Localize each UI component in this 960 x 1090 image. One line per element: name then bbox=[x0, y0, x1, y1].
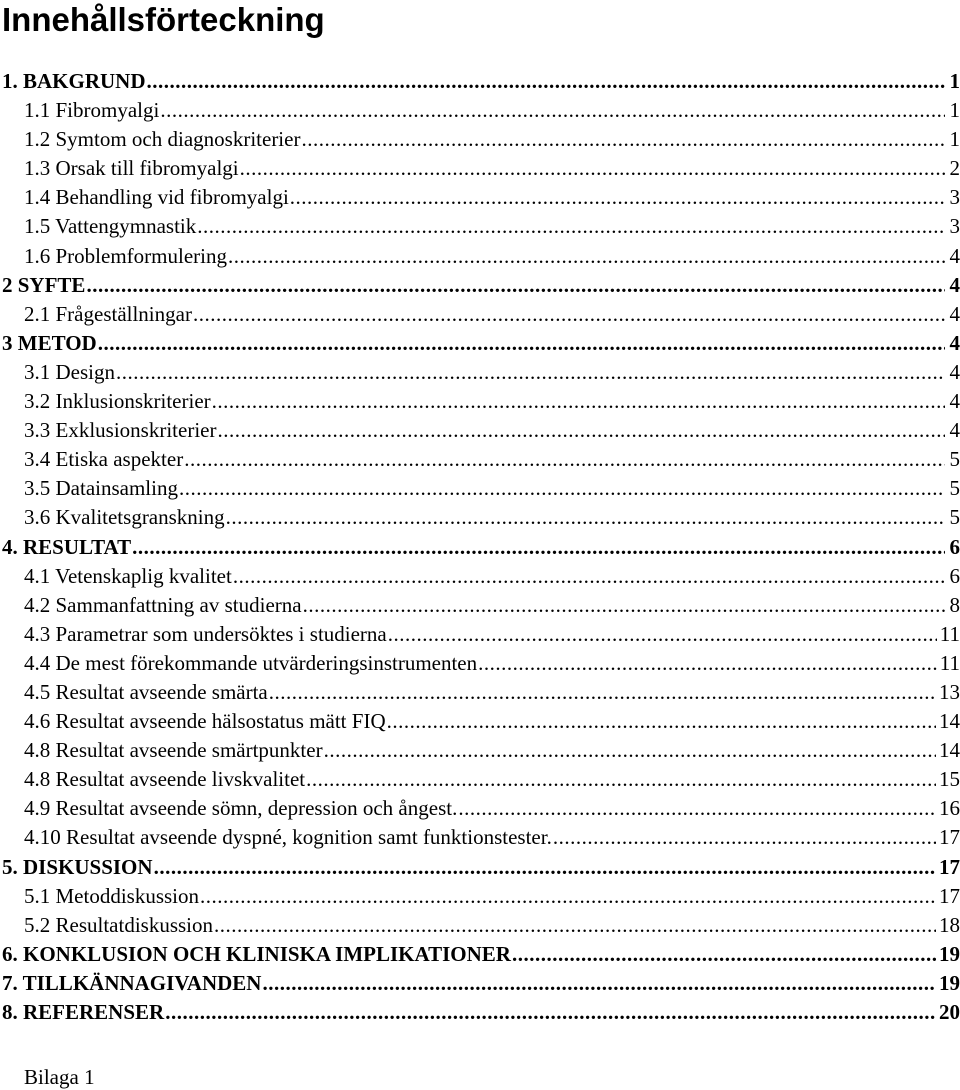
toc-dot-leader bbox=[458, 794, 936, 823]
toc-entry-label: 5.1 Metoddiskussion bbox=[24, 883, 200, 908]
toc-section-link[interactable] bbox=[0, 212, 960, 241]
toc-dot-leader bbox=[160, 96, 945, 125]
toc-entry-label: 4.9 Resultat avseende sömn, depression och ångest. bbox=[24, 796, 458, 821]
toc-page-number: 17 bbox=[939, 883, 960, 908]
toc-dot-leader bbox=[240, 154, 945, 183]
toc-page-number: 3 bbox=[949, 214, 960, 239]
toc-dot-leader bbox=[212, 387, 945, 416]
toc-section-link[interactable] bbox=[0, 387, 960, 416]
toc-entry-label: 5.2 Resultatdiskussion bbox=[24, 912, 214, 937]
toc-page-number: 17 bbox=[939, 825, 960, 850]
toc-page-number: 11 bbox=[939, 650, 960, 675]
toc-page-number: 4 bbox=[949, 418, 960, 443]
toc-dot-leader bbox=[228, 242, 945, 271]
toc-entry-label: 1.6 Problemformulering bbox=[24, 243, 227, 268]
toc-entry-label: 4.2 Sammanfattning av studierna bbox=[24, 592, 302, 617]
toc-section-link[interactable] bbox=[0, 242, 960, 271]
toc-entry-label: 3 METOD bbox=[2, 330, 97, 355]
toc-entry-label: 1.3 Orsak till fibromyalgi bbox=[24, 156, 239, 181]
table-of-contents bbox=[0, 67, 960, 1027]
toc-page-number: 5 bbox=[949, 447, 960, 472]
toc-chapter-link[interactable] bbox=[0, 67, 960, 96]
toc-chapter-link[interactable] bbox=[0, 329, 960, 358]
toc-section-link[interactable] bbox=[0, 736, 960, 765]
toc-page-number: 14 bbox=[939, 738, 960, 763]
toc-page-number: 4 bbox=[949, 243, 960, 268]
toc-entry-label: 1.2 Symtom och diagnoskriterier bbox=[24, 127, 301, 152]
toc-section-link[interactable] bbox=[0, 591, 960, 620]
toc-page-number: 4 bbox=[949, 359, 960, 384]
toc-entry-label: 1.4 Behandling vid fibromyalgi bbox=[24, 185, 289, 210]
toc-page-number: 1 bbox=[949, 98, 960, 123]
toc-entry-label: 3.3 Exklusionskriterier bbox=[24, 418, 217, 443]
toc-dot-leader bbox=[154, 853, 936, 882]
toc-section-link[interactable] bbox=[0, 911, 960, 940]
toc-section-link[interactable] bbox=[0, 445, 960, 474]
toc-entry-label: 4. RESULTAT bbox=[2, 534, 132, 559]
toc-dot-leader bbox=[290, 183, 945, 212]
toc-dot-leader bbox=[193, 300, 945, 329]
toc-entry-label: 3.4 Etiska aspekter bbox=[24, 447, 184, 472]
toc-chapter-link[interactable] bbox=[0, 853, 960, 882]
toc-entry-label: 3.2 Inklusionskriterier bbox=[24, 389, 211, 414]
toc-section-link[interactable] bbox=[0, 474, 960, 503]
toc-entry-label: 8. REFERENSER bbox=[2, 1000, 165, 1024]
toc-dot-leader bbox=[553, 823, 936, 852]
toc-dot-leader bbox=[116, 358, 945, 387]
toc-section-link[interactable] bbox=[0, 183, 960, 212]
toc-page-number: 6 bbox=[949, 534, 960, 559]
toc-dot-leader bbox=[165, 998, 936, 1027]
toc-dot-leader bbox=[269, 678, 936, 707]
toc-section-link[interactable] bbox=[0, 154, 960, 183]
toc-section-link[interactable] bbox=[0, 562, 960, 591]
toc-page-number: 17 bbox=[939, 854, 960, 879]
appendix-label: Bilaga 1 bbox=[24, 1065, 95, 1089]
toc-page-number: 4 bbox=[949, 330, 960, 355]
toc-entry-label: 1. BAKGRUND bbox=[2, 69, 146, 93]
toc-page-number: 8 bbox=[949, 592, 960, 617]
toc-page-number: 20 bbox=[939, 1000, 960, 1024]
toc-entry-label: 4.10 Resultat avseende dyspné, kognition samt funktionstester. bbox=[24, 825, 552, 850]
toc-page-number: 3 bbox=[949, 185, 960, 210]
toc-entry-label: 2.1 Frågeställningar bbox=[24, 301, 192, 326]
toc-dot-leader bbox=[306, 765, 936, 794]
toc-dot-leader bbox=[200, 882, 936, 911]
toc-section-link[interactable] bbox=[0, 823, 960, 852]
toc-entry-label: 1.5 Vattengymnastik bbox=[24, 214, 197, 239]
toc-dot-leader bbox=[233, 562, 945, 591]
toc-page-number: 1 bbox=[949, 127, 960, 152]
toc-page-number: 18 bbox=[939, 912, 960, 937]
toc-page-number: 2 bbox=[949, 156, 960, 181]
toc-section-link[interactable] bbox=[0, 678, 960, 707]
toc-dot-leader bbox=[387, 707, 936, 736]
toc-entry-label: 4.8 Resultat avseende livskvalitet bbox=[24, 767, 306, 792]
toc-dot-leader bbox=[214, 911, 936, 940]
toc-page-number: 4 bbox=[949, 389, 960, 414]
toc-entry-label: 4.4 De mest förekommande utvärderingsinstrumenten bbox=[24, 650, 478, 675]
toc-section-link[interactable] bbox=[0, 416, 960, 445]
toc-dot-leader bbox=[179, 474, 945, 503]
toc-chapter-link[interactable] bbox=[0, 969, 960, 998]
toc-page-number: 19 bbox=[939, 970, 960, 995]
toc-page-number: 19 bbox=[939, 941, 960, 966]
toc-section-link[interactable] bbox=[0, 882, 960, 911]
toc-page-number: 13 bbox=[939, 679, 960, 704]
toc-dot-leader bbox=[147, 67, 945, 96]
toc-page-number: 5 bbox=[949, 505, 960, 530]
toc-dot-leader bbox=[324, 736, 936, 765]
page-title: Innehållsförteckning bbox=[2, 1, 325, 38]
toc-chapter-link[interactable] bbox=[0, 533, 960, 562]
toc-dot-leader bbox=[98, 329, 945, 358]
toc-section-link[interactable] bbox=[0, 300, 960, 329]
toc-dot-leader bbox=[512, 940, 936, 969]
toc-entry-label: 7. TILLKÄNNAGIVANDEN bbox=[2, 970, 262, 995]
toc-entry-label: 3.5 Datainsamling bbox=[24, 476, 178, 501]
toc-entry-label: 3.6 Kvalitetsgranskning bbox=[24, 505, 225, 530]
toc-section-link[interactable] bbox=[0, 707, 960, 736]
toc-entry-label: 4.6 Resultat avseende hälsostatus mätt FIQ bbox=[24, 709, 386, 734]
toc-section-link[interactable] bbox=[0, 794, 960, 823]
toc-section-link[interactable] bbox=[0, 358, 960, 387]
toc-dot-leader bbox=[478, 649, 937, 678]
toc-chapter-link[interactable] bbox=[0, 998, 960, 1027]
toc-dot-leader bbox=[184, 445, 945, 474]
toc-dot-leader bbox=[197, 212, 945, 241]
toc-dot-leader bbox=[86, 271, 945, 300]
toc-entry-label: 4.5 Resultat avseende smärta bbox=[24, 679, 268, 704]
toc-dot-leader bbox=[262, 969, 936, 998]
toc-section-link[interactable] bbox=[0, 125, 960, 154]
toc-page-number: 4 bbox=[949, 272, 960, 297]
toc-chapter-link[interactable] bbox=[0, 940, 960, 969]
toc-section-link[interactable] bbox=[0, 649, 960, 678]
toc-page-number: 15 bbox=[939, 767, 960, 792]
toc-page-number: 11 bbox=[939, 621, 960, 646]
toc-page-number: 4 bbox=[949, 301, 960, 326]
toc-section-link[interactable] bbox=[0, 503, 960, 532]
toc-entry-label: 4.3 Parametrar som undersöktes i studierna bbox=[24, 621, 387, 646]
toc-entry-label: 3.1 Design bbox=[24, 359, 115, 384]
toc-entry-label: 4.1 Vetenskaplig kvalitet bbox=[24, 563, 232, 588]
toc-dot-leader bbox=[132, 533, 945, 562]
toc-entry-label: 6. KONKLUSION OCH KLINISKA IMPLIKATIONER bbox=[2, 941, 511, 966]
toc-section-link[interactable] bbox=[0, 620, 960, 649]
toc-section-link[interactable] bbox=[0, 765, 960, 794]
toc-section-link[interactable] bbox=[0, 96, 960, 125]
toc-dot-leader bbox=[226, 503, 945, 532]
toc-page-number: 16 bbox=[939, 796, 960, 821]
toc-entry-label: 2 SYFTE bbox=[2, 272, 86, 297]
toc-dot-leader bbox=[217, 416, 945, 445]
toc-page-number: 5 bbox=[949, 476, 960, 501]
toc-entry-label: 1.1 Fibromyalgi bbox=[24, 98, 160, 123]
toc-dot-leader bbox=[303, 591, 945, 620]
toc-page-number: 1 bbox=[949, 69, 960, 93]
toc-entry-label: 4.8 Resultat avseende smärtpunkter bbox=[24, 738, 323, 763]
toc-dot-leader bbox=[388, 620, 937, 649]
toc-entry-label: 5. DISKUSSION bbox=[2, 854, 153, 879]
toc-page-number: 6 bbox=[949, 563, 960, 588]
toc-page-number: 14 bbox=[939, 709, 960, 734]
toc-dot-leader bbox=[301, 125, 945, 154]
toc-chapter-link[interactable] bbox=[0, 271, 960, 300]
